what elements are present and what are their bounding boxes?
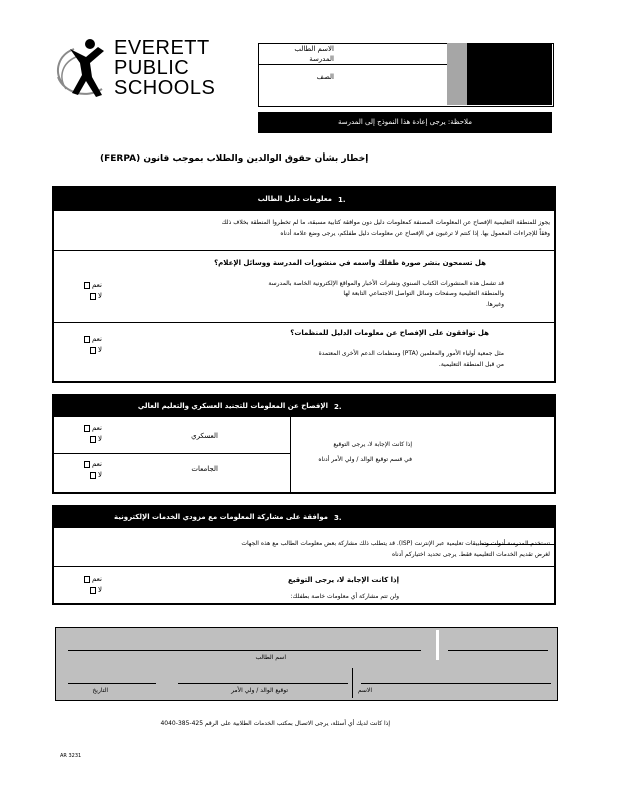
- section2-right-line2: في قسم توقيع الوالد / ولي الأمر أدناه: [318, 456, 412, 463]
- military-no-checkbox[interactable]: [90, 436, 96, 443]
- q2-text-line1: مثل جمعية أولياء الأمور والمعلمين (PTA) ومنظمات الدعم الأخرى المعتمدة: [318, 350, 504, 357]
- section2-divider: [54, 453, 290, 454]
- q1-yes-checkbox[interactable]: [84, 282, 90, 289]
- q1-yes-option[interactable]: [72, 280, 102, 290]
- online-no-checkbox[interactable]: [90, 587, 96, 594]
- q2-no-checkbox[interactable]: [90, 347, 96, 354]
- section3-title: موافقة على مشاركة المعلومات مع مزودي الخدمات الإلكترونية: [114, 513, 328, 521]
- college-yes-checkbox[interactable]: [84, 461, 90, 468]
- section1-intro-line1: يجوز للمنطقة التعليمية الإفصاح عن المعلومات المصنفة كمعلومات دليل دون موافقة كتابية مسبقة، ما لم تخطروا المنطقة بخلاف ذلك: [221, 219, 550, 226]
- q1-no-option[interactable]: [72, 291, 102, 301]
- section3-text-line2: لغرض تقديم الخدمات التعليمية فقط. يرجى تحديد اختياركم أدناه: [391, 551, 550, 558]
- section3-header: [54, 507, 554, 528]
- section-military-college: [52, 394, 556, 494]
- military-yes-label: نعم: [92, 424, 102, 432]
- label-date: التاريخ: [92, 687, 108, 694]
- label-student-name-sig: اسم الطالب: [255, 654, 286, 661]
- section3-question-heading: إذا كانت الإجابة لا، يرجى التوقيع: [288, 576, 399, 584]
- signature-top-right-line[interactable]: [448, 650, 548, 651]
- label-grade: الصف: [316, 73, 334, 81]
- page-title: (FERPA) إخطار بشأن حقوق الوالدين والطلاب بموجب قانون: [100, 154, 369, 164]
- option-military-label: العسكري: [191, 432, 218, 440]
- section-directory-info: [52, 186, 556, 383]
- label-printed-name: الاسم: [357, 687, 372, 694]
- college-no-checkbox[interactable]: [90, 472, 96, 479]
- military-no-label: لا: [98, 435, 102, 443]
- signature-area: [55, 627, 558, 701]
- section1-header: [54, 188, 554, 211]
- military-yes-checkbox[interactable]: [84, 425, 90, 432]
- return-notice-bar: [258, 112, 552, 133]
- q1-no-label: لا: [98, 292, 102, 300]
- section3-question-text: ولن تتم مشاركة أي معلومات خاصة بطفلك:: [290, 593, 399, 600]
- q1-yes-label: نعم: [92, 281, 102, 289]
- logo-text-schools: SCHOOLS: [114, 77, 216, 99]
- info-box-gray-cell: [447, 43, 467, 105]
- section1-intro-line2: وفقاً للإجراءات المعمول بها. إذا كنتم لا ترغبون في الإفصاح عن معلومات دليل طفلكم، يرجى وضع علامة أدناه: [280, 230, 550, 237]
- footer-form-code: AR 3231: [60, 753, 82, 759]
- q1-text-line3: وغيرها.: [485, 301, 504, 308]
- online-no-option[interactable]: [72, 585, 102, 595]
- signature-area-divider: [436, 630, 439, 660]
- q2-yes-label: نعم: [92, 335, 102, 343]
- q2-heading: هل توافقون على الإفصاح عن معلومات الدليل للمنظمات؟: [290, 329, 489, 337]
- online-yes-label: نعم: [92, 575, 102, 583]
- section2-vertical-divider: [290, 417, 291, 492]
- label-school: المدرسة: [309, 55, 334, 63]
- section2-right-line1: إذا كانت الإجابة لا، يرجى التوقيع: [333, 441, 412, 448]
- college-no-label: لا: [98, 471, 102, 479]
- college-yes-option[interactable]: [72, 459, 102, 469]
- section2-number: 2.: [334, 403, 342, 411]
- q1-heading: هل تسمحون بنشر صورة طفلك واسمه في منشورات المدرسة ووسائل الإعلام؟: [214, 259, 486, 267]
- college-yes-label: نعم: [92, 460, 102, 468]
- q1-no-checkbox[interactable]: [90, 293, 96, 300]
- district-logo: [52, 37, 222, 105]
- military-no-option[interactable]: [72, 434, 102, 444]
- section1-title: معلومات دليل الطالب: [257, 195, 332, 203]
- online-yes-checkbox[interactable]: [84, 576, 90, 583]
- section1-divider-1: [54, 250, 554, 251]
- student-name-line[interactable]: [68, 650, 421, 651]
- section-online-services: [52, 505, 556, 605]
- info-box-divider: [258, 64, 447, 65]
- q2-yes-option[interactable]: [72, 334, 102, 344]
- q1-text-line2: والمنطقة التعليمية وصفحات وسائل التواصل الاجتماعي التابعة لها: [343, 290, 504, 297]
- section1-number: 1.: [338, 196, 346, 204]
- option-college-label: الجامعات: [191, 465, 218, 473]
- section3-divider: [54, 566, 554, 567]
- parent-signature-line[interactable]: [178, 683, 348, 684]
- return-notice-text: ملاحظة: يرجى إعادة هذا النموذج إلى المدرسة: [338, 118, 472, 126]
- q2-text-line2: من قبل المنطقة التعليمية.: [438, 361, 504, 368]
- q2-no-option[interactable]: [72, 345, 102, 355]
- online-no-label: لا: [98, 586, 102, 594]
- section2-header: [54, 396, 554, 417]
- section3-number: 3.: [334, 514, 342, 522]
- printed-name-line[interactable]: [361, 683, 551, 684]
- section3-text-line1: تستخدم المدرسة أدوات وتطبيقات تعليمية عبر الإنترنت (ISP). قد يتطلب ذلك مشاركة بعض معلومات الطالب مع هذه الجهات: [241, 540, 550, 547]
- college-no-option[interactable]: [72, 470, 102, 480]
- logo-text-public: PUBLIC: [114, 57, 190, 79]
- online-yes-option[interactable]: [72, 574, 102, 584]
- section1-divider-2: [54, 322, 554, 323]
- section2-title: الإفصاح عن المعلومات للتجنيد العسكري والتعليم العالي: [137, 402, 328, 410]
- label-parent-signature: توقيع الوالد / ولي الأمر: [231, 687, 288, 694]
- info-box-black-cell: [467, 43, 552, 105]
- military-yes-option[interactable]: [72, 423, 102, 433]
- date-line[interactable]: [68, 683, 156, 684]
- label-student-name: الاسم الطالب: [294, 45, 334, 53]
- q1-text-line1: قد تشمل هذه المنشورات الكتاب السنوي ونشرات الأخبار والمواقع الإلكترونية الخاصة بالمدرسة: [268, 280, 504, 287]
- footer-contact: إذا كانت لديك أي أسئلة، يرجى الاتصال بمكتب الخدمات الطلابية على الرقم 425-385-4040: [160, 720, 390, 727]
- logo-text-everett: EVERETT: [114, 37, 210, 59]
- q2-yes-checkbox[interactable]: [84, 336, 90, 343]
- q2-no-label: لا: [98, 346, 102, 354]
- logo-figure-icon: [52, 37, 116, 103]
